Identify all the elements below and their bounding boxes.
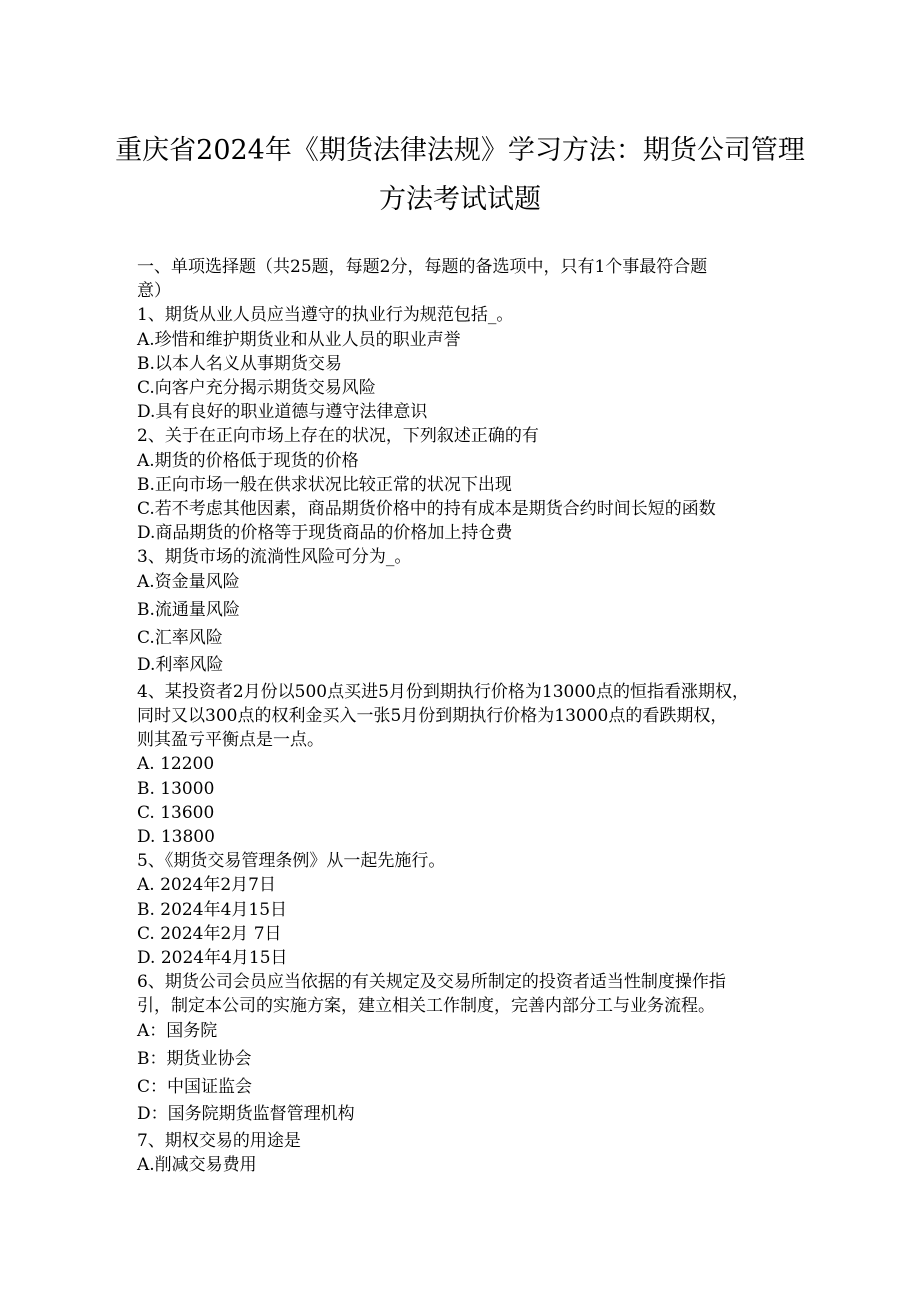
question-list	[137, 255, 797, 1177]
question-4-stem: 4、某投资者2月份以500点买进5月份到期执行价格为13000点的恒指看涨期权，	[137, 681, 749, 702]
question-6-option-a: A：国务院	[137, 1021, 218, 1042]
question-2-option-c: C.若不考虑其他因素，商品期货价格中的持有成本是期货合约时间长短的函数	[137, 498, 716, 519]
question-3-stem: 3、期货市场的流淌性风险可分为_。	[137, 547, 412, 568]
question-4-stem-continued: 同时又以300点的权利金买入一张5月份到期执行价格为13000点的看跌期权，	[137, 706, 728, 726]
question-1-option-b: B.以本人名义从事期货交易	[137, 353, 342, 374]
question-5-stem: 5、《期货交易管理条例》从一起先施行。	[137, 851, 446, 872]
document-title-line-1: 重庆省2024年《期货法律法规》学习方法：期货公司管理	[115, 135, 805, 166]
question-3-option-a: A.资金量风险	[137, 572, 240, 593]
question-1-option-a: A.珍惜和维护期货业和从业人员的职业声誉	[137, 329, 461, 350]
question-3-option-d: D.利率风险	[137, 655, 224, 676]
question-5-option-a: A. 2024年2月7日	[137, 875, 276, 896]
question-4-stem-continued: 则其盈亏平衡点是一点。	[137, 730, 324, 751]
question-6-stem: 6、期货公司会员应当依据的有关规定及交易所制定的投资者适当性制度操作指	[137, 972, 726, 993]
question-6-option-d: D：国务院期货监督管理机构	[137, 1104, 355, 1125]
question-1-option-c: C.向客户充分揭示期货交易风险	[137, 377, 376, 398]
question-2-option-d: D.商品期货的价格等于现货商品的价格加上持仓费	[137, 523, 513, 544]
question-7-option-a: A.削减交易费用	[137, 1155, 257, 1175]
question-4-option-a: A. 12200	[137, 754, 215, 775]
question-5-option-d: D. 2024年4月15日	[137, 947, 288, 968]
question-2-stem: 2、关于在正向市场上存在的状况，下列叙述正确的有	[137, 426, 539, 447]
question-4-option-c: C. 13600	[137, 802, 215, 823]
question-4-option-b: B. 13000	[137, 778, 215, 799]
question-3-option-b: B.流通量风险	[137, 600, 240, 621]
question-1-option-d: D.具有良好的职业道德与遵守法律意识	[137, 402, 428, 423]
question-2-option-a: A.期货的价格低于现货的价格	[137, 450, 359, 471]
question-3-option-c: C.汇率风险	[137, 627, 223, 648]
question-5-option-b: B. 2024年4月15日	[137, 899, 288, 920]
section-heading: 一、单项选择题（共25题，每题2分，每题的备选项中，只有1个事最符合题	[137, 257, 708, 277]
question-6-option-c: C：中国证监会	[137, 1076, 253, 1097]
question-7-stem: 7、期权交易的用途是	[137, 1130, 301, 1151]
question-6-stem-continued: 引，制定本公司的实施方案，建立相关工作制度，完善内部分工与业务流程。	[137, 996, 715, 1017]
document-title-line-2: 方法考试试题	[379, 184, 541, 215]
question-2-option-b: B.正向市场一般在供求状况比较正常的状况下出现	[137, 474, 512, 495]
question-4-option-d: D. 13800	[137, 826, 215, 847]
question-6-option-b: B：期货业协会	[137, 1049, 252, 1070]
question-5-option-c: C. 2024年2月 7日	[137, 923, 282, 944]
question-1-stem: 1、期货从业人员应当遵守的执业行为规范包括_。	[137, 305, 514, 326]
section-heading-continued: 意）	[137, 281, 171, 302]
